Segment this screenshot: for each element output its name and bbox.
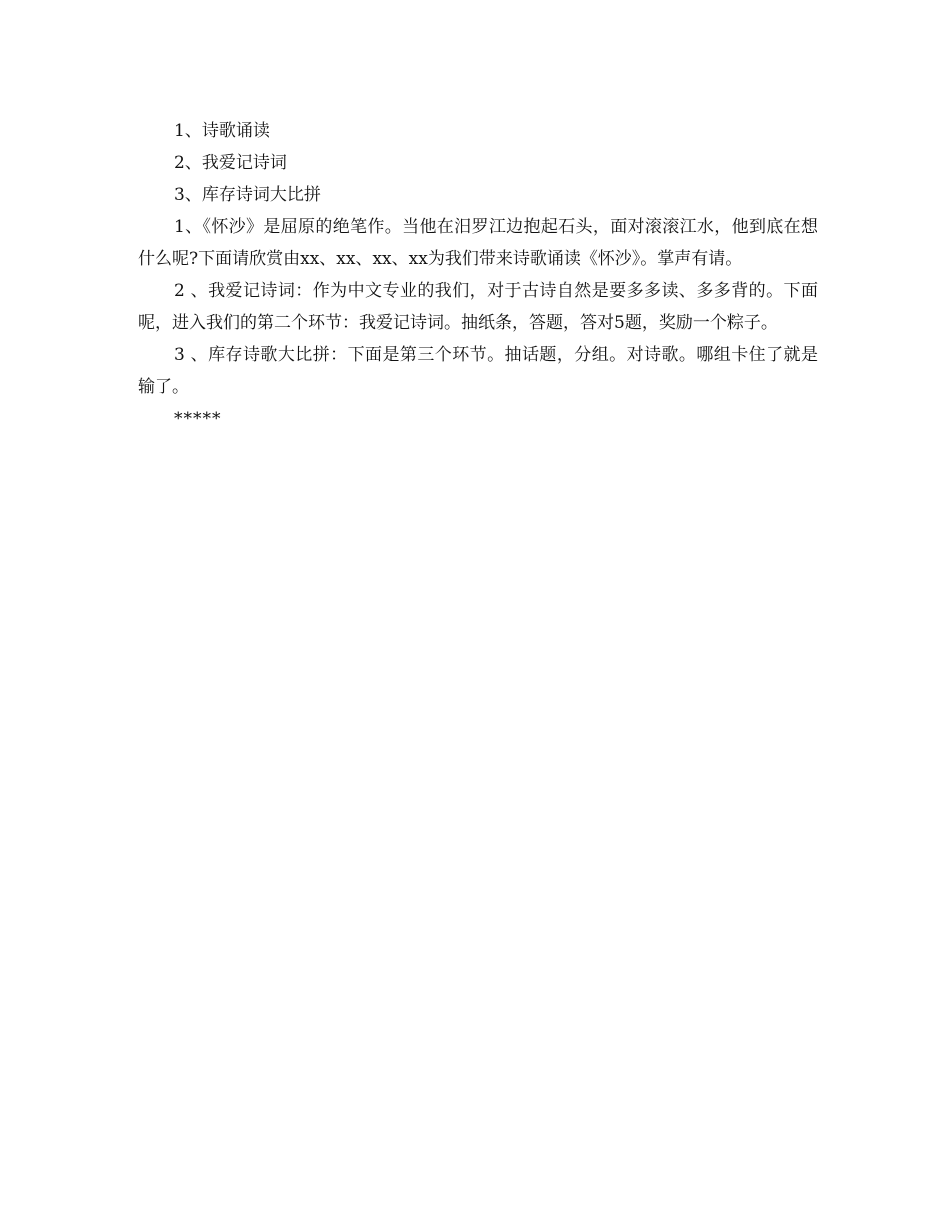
paragraph-poetry-contest: 3 、库存诗歌大比拼：下面是第三个环节。抽话题，分组。对诗歌。哪组卡住了就是输了。	[138, 345, 818, 397]
paragraph-poem-memorization: 2 、我爱记诗词：作为中文专业的我们，对于古诗自然是要多多读、多多背的。下面呢，进入我们的第二个环节：我爱记诗词。抽纸条，答题，答对5题，奖励一个粽子。	[138, 281, 818, 333]
agenda-item-2: 2、我爱记诗词	[174, 153, 287, 173]
document-body	[138, 115, 818, 435]
paragraph-poetry-recitation: 1、《怀沙》是屈原的绝笔作。当他在汨罗江边抱起石头，面对滚滚江水，他到底在想什么呢?下面请欣赏由xx、xx、xx、xx为我们带来诗歌诵读《怀沙》。掌声有请。	[138, 217, 818, 269]
agenda-item-1: 1、诗歌诵读	[174, 121, 270, 141]
closing-asterisks: *****	[174, 409, 222, 429]
agenda-item-3: 3、库存诗词大比拼	[174, 185, 321, 205]
